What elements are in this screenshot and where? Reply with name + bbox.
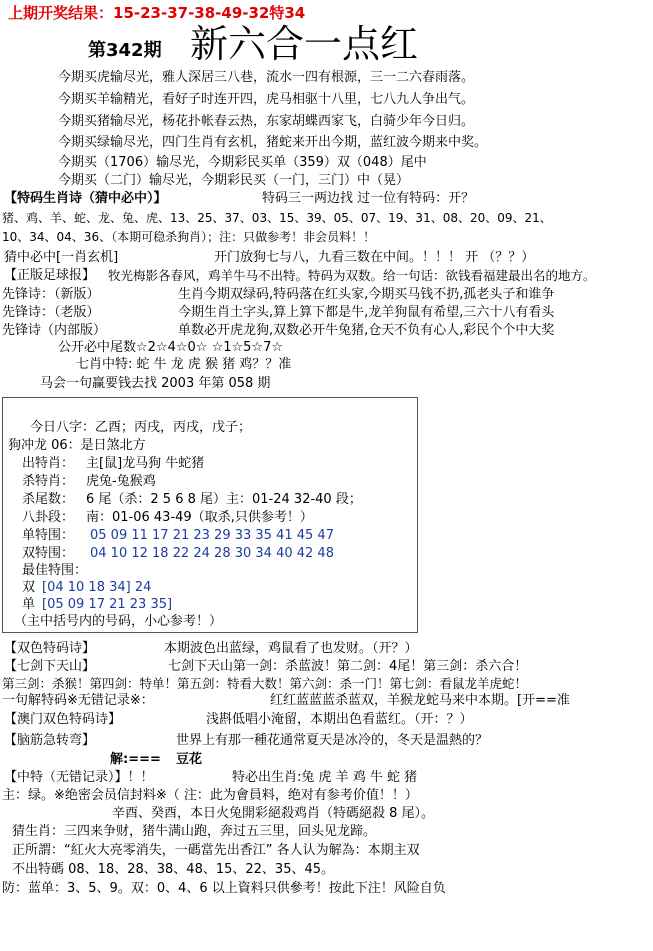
shuangse-text: 本期波色出蓝绿，鸡鼠看了也发财。（开？） <box>164 641 418 656</box>
intro-line: 今期买虎输尽光，雅人深居三八巷，流水一四有根源，三一二六春雨落。 <box>58 70 475 85</box>
seven-zodiac: 七肖中特: 蛇 牛 龙 虎 猴 猪 鸡？？准 <box>76 357 292 372</box>
tema-poem-label: 【特码生肖诗（猜中必中）】 <box>4 191 167 206</box>
naojin-label: 【脑筋急转弯】 <box>4 733 96 748</box>
qijian-label: 【七剑下天山】 <box>4 659 96 674</box>
intro-line: 今期买（二门）输尽光，今期彩民买（一门，三门）中（晃） <box>58 173 410 188</box>
not-out-numbers: 不出特碼 08、18、28、38、48、15、22、35、45。 <box>12 862 335 877</box>
chute-label: 出特肖： <box>22 456 75 471</box>
shuang-label: 双特围： <box>22 546 75 561</box>
bazi: 今日八字：乙酉；丙戌，丙戌，戊子； <box>30 420 252 435</box>
last-result: 上期开奖结果：15-23-37-38-49-32特34 <box>8 4 306 22</box>
baji-label: 八卦段： <box>22 510 75 525</box>
tail-numbers: 公开必中尾数☆2☆4☆0☆ ☆1☆5☆7☆ <box>58 340 283 355</box>
qijian-line1: 七剑下天山第一剑：杀蓝波！第二剑：4尾！第三剑：杀六合！ <box>168 659 528 674</box>
issue-number: 第342期 <box>88 40 162 61</box>
best-dan-value: [05 09 17 21 23 35] <box>42 597 173 612</box>
pioneer-label: 先锋诗：（老版） <box>2 305 100 320</box>
shawei-value: 6 尾（杀：2 5 6 8 尾）主：01-24 32-40 段； <box>86 492 362 507</box>
jieyi-label: 一句解特码※无错记录※： <box>2 693 154 708</box>
shawei-label: 杀尾数： <box>22 492 75 507</box>
guess-zodiac: 猜生肖：三四来争财，猪牛满山跑，奔过五三里，回头见龙蹄。 <box>12 824 377 839</box>
qijian-line2: 第三剑：杀猴！第四剑：特单！第五剑：特看大数！第六剑：杀一门！第七剑：看鼠龙羊虎蛇！ <box>2 676 528 691</box>
answer-label: 解:=== <box>110 752 161 767</box>
best-dan-label: 单 <box>22 597 36 612</box>
tema-numbers-1: 猪、鸡、羊、蛇、龙、兔、虎、13、25、37、03、15、39、05、07、19、31、08、20、09、21、 <box>2 211 552 225</box>
chute-value: 主[鼠]龙马狗 牛蛇猪 <box>86 456 205 471</box>
naojin-text: 世界上有那一種花通常夏天是冰冷的，冬天是温熱的？ <box>176 733 489 748</box>
dan-value: 05 09 11 17 21 23 29 33 35 41 45 47 <box>90 528 334 543</box>
defense-line: 防：蓝单：3、5、9。双：0、4、6 以上資料只供參考！按此下注！风险自负 <box>2 881 446 896</box>
zhongte-line2: 主：绿。※绝密会员信封料※（ 注：此为會員料，绝对有参考价值！！） <box>2 788 418 803</box>
zhongte-label: 【中特（无错记录）】！！ <box>4 770 154 785</box>
pioneer-text: 今期生肖土字头,算上算下都是牛,龙羊狗鼠有希望,三六十八有看头 <box>178 305 555 320</box>
pioneer-text: 单数必开虎龙狗,双数必开牛兔猪,仓天不负有心人,彩民个个中大奖 <box>178 323 555 338</box>
pioneer-label: 先锋诗（内部版） <box>2 323 107 338</box>
horse-club-line: 马会一句赢要钱去找 2003 年第 058 期 <box>40 376 271 391</box>
box-note: （主中括号内的号码，小心参考！） <box>14 614 223 629</box>
zhengban-label: 【正版足球报】 <box>4 268 96 283</box>
chong: 狗冲龙 06：是日煞北方 <box>8 438 146 453</box>
zhongte-line3: 辛酉、癸酉，本日火兔開彩絕殺鸡肖（特碼絕殺 8 尾）。 <box>112 806 435 821</box>
dan-label: 单特围： <box>22 528 75 543</box>
pioneer-label: 先锋诗：（新版） <box>2 287 100 302</box>
page-title: 新六合一点红 <box>190 22 419 66</box>
zhengban-text: 牧光梅影各春风，鸡羊牛马不出特。特码为双数。给一句话：欲钱看福建最出名的地方。 <box>108 268 596 283</box>
intro-line: 今期买羊输精光，看好子时连开四，虎马相驱十八里，七八九人争出气。 <box>58 92 475 107</box>
guess-text: 开门放狗七与八，九看三数在中间。！！！ 开 （？？） <box>214 250 535 265</box>
tema-poem-text: 特码三一两边找 过一位有特码：开？ <box>262 191 475 206</box>
best-label: 最佳特围： <box>22 563 88 578</box>
pioneer-text: 生肖今期双绿码,特码落在红头家,今期买马钱不扔,孤老头子和谁争 <box>178 287 555 302</box>
shuang-value: 04 10 12 18 22 24 28 30 34 40 42 48 <box>90 546 334 561</box>
sha-value: 虎兔-兔猴鸡 <box>86 474 156 489</box>
sha-label: 杀特肖： <box>22 474 75 489</box>
best-shuang-value: [04 10 18 34] 24 <box>42 580 152 595</box>
baji-value: 南：01-06 43-49（取杀,只供参考！） <box>86 510 313 525</box>
best-shuang-label: 双 <box>22 580 36 595</box>
aomen-text: 浅斟低唱小淹留，本期出色看蓝红。（开：？） <box>206 712 473 727</box>
intro-line: 今期买（1706）输尽光，今期彩民买单（359）双（048）尾中 <box>58 155 427 170</box>
tema-numbers-2: 10、34、04、36、（本期可稳杀狗肖）；注：只做参考！非会员料！！ <box>2 230 376 244</box>
zhongte-text: 特必出生肖:兔 虎 羊 鸡 牛 蛇 猪 <box>232 770 418 785</box>
shuangse-label: 【双色特码诗】 <box>4 641 96 656</box>
guess-label: 猜中必中[一肖玄机] <box>4 250 119 265</box>
jieyi-text: 红红蓝蓝蓝杀蓝双，羊猴龙蛇马来中本期。[开==准 <box>270 693 570 708</box>
intro-line: 今期买猪输尽光，杨花扑帐春云热，东家胡蝶西家飞，白骑少年今日归。 <box>58 114 475 129</box>
intro-line: 今期买绿输尽光，四门生肖有玄机，猪蛇来开出今期，蓝红波今期来中奖。 <box>58 135 488 150</box>
answer-value: 豆花 <box>176 752 203 767</box>
guess-saying: 正所謂：“紅火大亮零消失，一碼當先出香江” 各人认为解為：本期主双 <box>12 843 420 858</box>
aomen-label: 【澳门双色特码诗】 <box>4 712 122 727</box>
